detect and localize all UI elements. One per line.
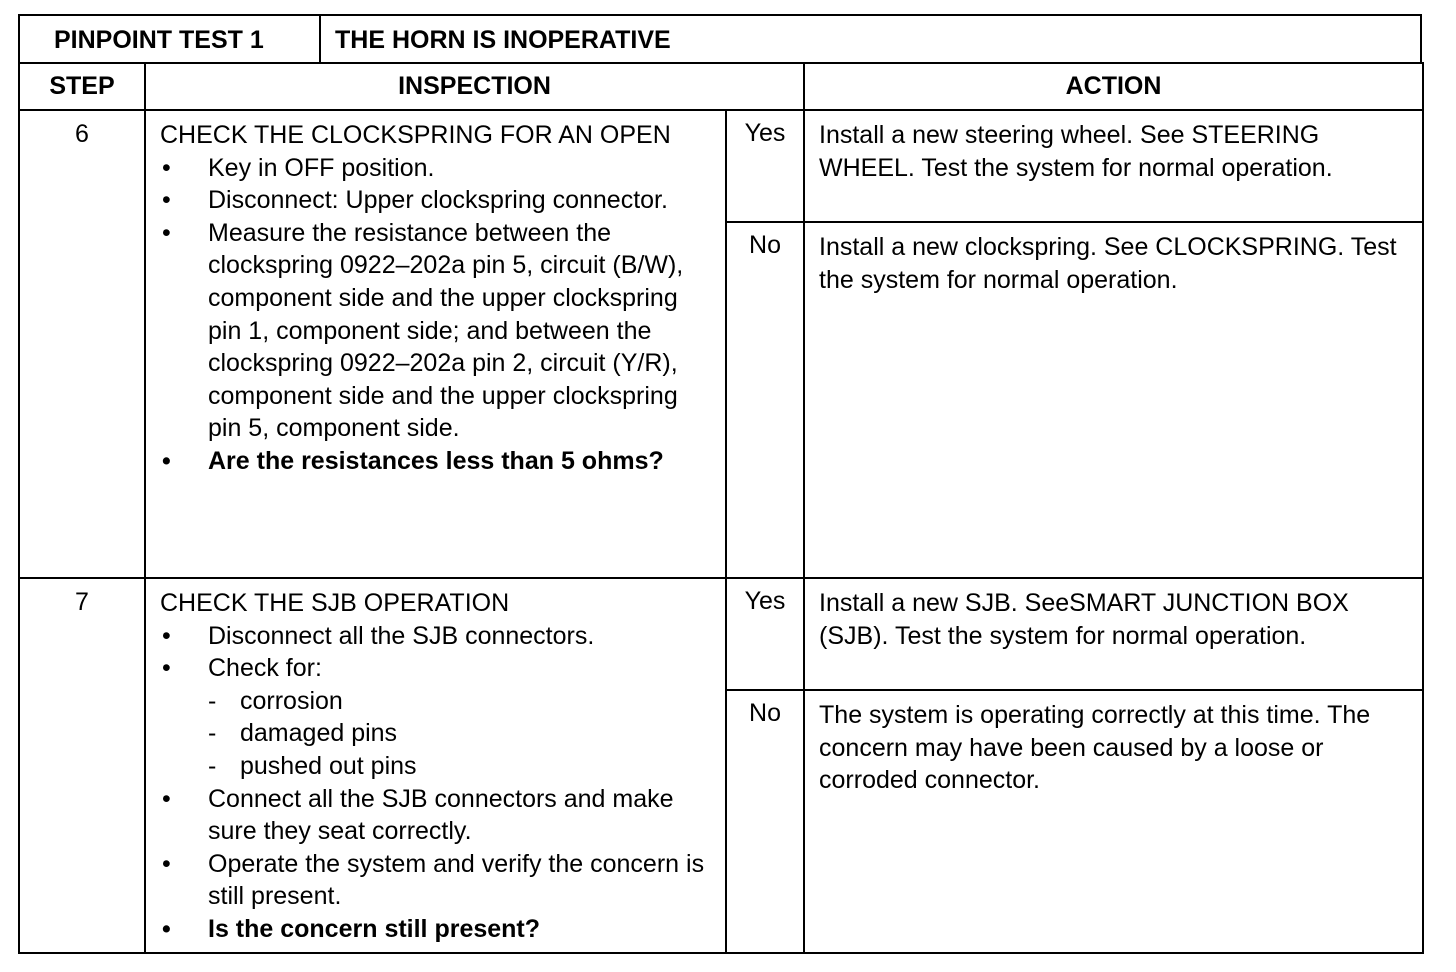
pinpoint-test-table	[18, 62, 1424, 954]
list-item: • Operate the system and verify the concern is still present.	[160, 848, 715, 913]
sub-list-item: - damaged pins	[208, 717, 715, 750]
no-label: No	[726, 222, 804, 578]
column-header-step: STEP	[19, 63, 145, 110]
no-action: Install a new clockspring. See CLOCKSPRING. Test the system for normal operation.	[804, 222, 1423, 578]
yes-label: Yes	[726, 578, 804, 690]
sub-list-item: - corrosion	[208, 685, 715, 718]
inspection-list	[160, 152, 715, 478]
inspection-cell	[145, 110, 726, 578]
yes-action: Install a new steering wheel. See STEERING WHEEL. Test the system for normal operation.	[804, 110, 1423, 222]
list-item: • Connect all the SJB connectors and make sure they seat correctly.	[160, 783, 715, 848]
test-title: THE HORN IS INOPERATIVE	[335, 26, 671, 54]
column-header-inspection: INSPECTION	[145, 63, 804, 110]
yes-action: Install a new SJB. SeeSMART JUNCTION BOX (SJB). Test the system for normal operation.	[804, 578, 1423, 690]
list-item-text: • Check for:	[208, 654, 322, 683]
list-item: • Disconnect all the SJB connectors.	[160, 620, 715, 653]
sub-list	[208, 685, 715, 783]
no-label: No	[726, 690, 804, 952]
list-item: • Measure the resistance between the clockspring 0922–202a pin 5, circuit (B/W), component side and the upper clockspring pin 1, component side; and between the clockspring 0922–202a pin 2, circuit (Y/R), component side and the upper clockspring pin 5, component side.	[160, 217, 715, 445]
list-item: • Disconnect: Upper clockspring connector.	[160, 184, 715, 217]
test-number-label: PINPOINT TEST 1	[20, 16, 321, 63]
column-header-action: ACTION	[804, 63, 1423, 110]
table-row	[19, 578, 1423, 690]
yes-label: Yes	[726, 110, 804, 222]
step-number: 6	[19, 110, 145, 578]
inspection-title: CHECK THE CLOCKSPRING FOR AN OPEN	[160, 121, 671, 149]
inspection-question: • Are the resistances less than 5 ohms?	[160, 445, 715, 478]
step-number: 7	[19, 578, 145, 953]
inspection-question: • Is the concern still present?	[160, 913, 715, 946]
pinpoint-test-header	[18, 14, 1422, 63]
no-action: The system is operating correctly at this time. The concern may have been caused by a loose or corroded connector.	[804, 690, 1423, 952]
list-item: • Key in OFF position.	[160, 152, 715, 185]
inspection-cell	[145, 578, 726, 953]
table-header-row	[19, 63, 1423, 110]
sub-list-item: - pushed out pins	[208, 750, 715, 783]
inspection-title: CHECK THE SJB OPERATION	[160, 589, 510, 617]
table-row	[19, 110, 1423, 222]
list-item	[160, 652, 715, 782]
inspection-list	[160, 620, 715, 946]
